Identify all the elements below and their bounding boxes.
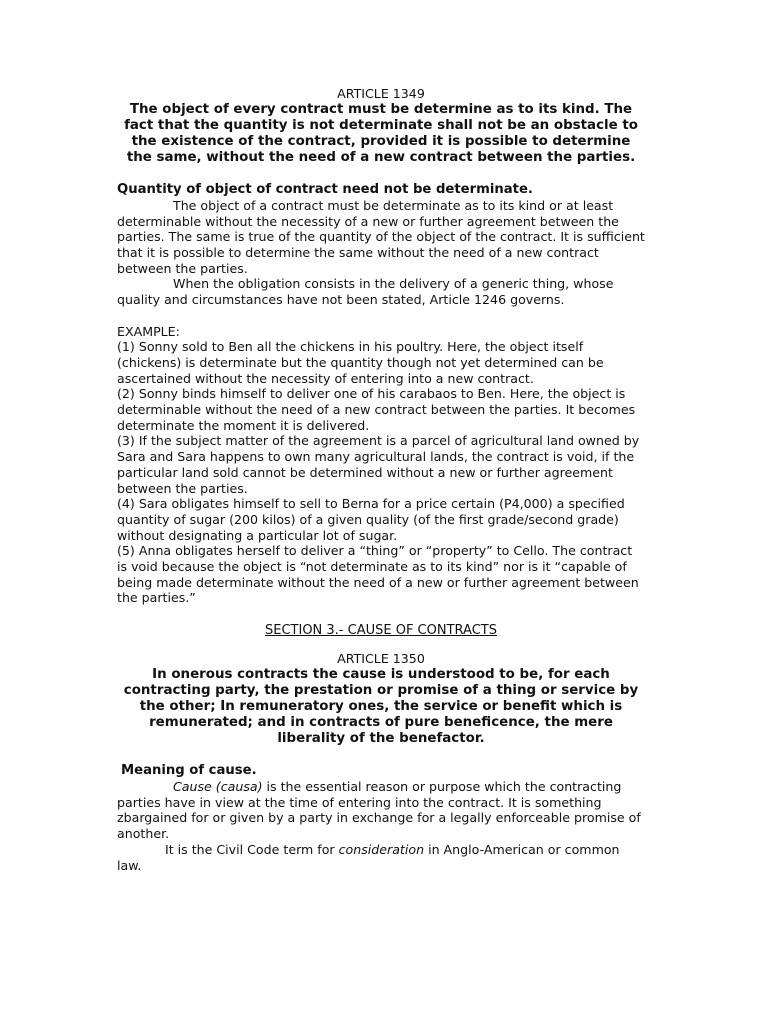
example-item-5: (5) Anna obligates herself to deliver a “thing” or “property” to Cello. The contract is void because the object is “not determinate as to its kind” nor is it “capable of being made determinate without the need of a new or further agreement between the parties.” xyxy=(117,543,639,606)
cause-paragraph-2 xyxy=(117,842,645,873)
quantity-paragraph-2: When the obligation consists in the delivery of a generic thing, whose quality and circumstances have not been stated, Article 1246 governs. xyxy=(117,276,614,308)
example-item-3: (3) If the subject matter of the agreement is a parcel of agricultural land owned by Sara and Sara happens to own many agricultural lands, the contract is void, if the particular land sold cannot be determined without a new or further agreement between the parties. xyxy=(117,433,640,496)
consideration-term: consideration xyxy=(338,841,425,857)
quantity-heading: Quantity of object of contract need not be determinate. xyxy=(117,182,533,198)
article-1349-heading: ARTICLE 1349 xyxy=(337,86,425,101)
section-3-title: SECTION 3.- CAUSE OF CONTRACTS xyxy=(265,623,497,639)
cause-term: Cause (causa) xyxy=(173,778,263,794)
article-1350-text: In onerous contracts the cause is understood to be, for each contracting party, the prestation or promise of a thing or service by the other; In remuneratory ones, the service or benefit which is remunerated; and in contracts of pure beneficence, the mere liberality of the benefactor. xyxy=(123,666,639,747)
article-1350-heading: ARTICLE 1350 xyxy=(337,650,425,666)
example-item-4: (4) Sara obligates himself to sell to Berna for a price certain (P4,000) a specified quantity of sugar (200 kilos) of a given quality (of the first grade/second grade) without designating a particular lot of sugar. xyxy=(117,496,625,543)
document-body xyxy=(117,86,645,873)
example-item-1: (1) Sonny sold to Ben all the chickens in his poultry. Here, the object itself (chickens) is determinate but the quantity though not yet determined can be ascertained without the necessity of entering into a new contract. xyxy=(117,339,604,386)
cause-heading: Meaning of cause. xyxy=(121,763,257,779)
cause-paragraph-2-start: It is the Civil Code term for xyxy=(165,841,339,857)
quantity-paragraph-1: The object of a contract must be determinate as to its kind or at least determinable without the necessity of a new or further agreement between the parties. The same is true of the quantity of the object of the contract. It is sufficient that it is possible to determine the same without the need of a new contract between the parties. xyxy=(117,197,645,276)
article-1349-text: The object of every contract must be determine as to its kind. The fact that the quantity is not determinate shall not be an obstacle to the existence of the contract, provided it is possible to determine the same, without the need of a new contract between the parties. xyxy=(124,101,638,166)
cause-paragraph-2-end: in Anglo-American or common law. xyxy=(117,841,620,873)
cause-paragraph-1 xyxy=(117,779,645,842)
cause-paragraph-1-rest: is the essential reason or purpose which the contracting parties have in view at the time of entering into the contract. It is something zbargained for or given by a party in exchange for a legally enforceable promise of another. xyxy=(117,778,641,842)
example-label: EXAMPLE: xyxy=(117,323,180,339)
example-item-2: (2) Sonny binds himself to deliver one of his carabaos to Ben. Here, the object is determinable without the need of a new contract between the parties. It becomes determinate the moment it is delivered. xyxy=(117,386,636,433)
